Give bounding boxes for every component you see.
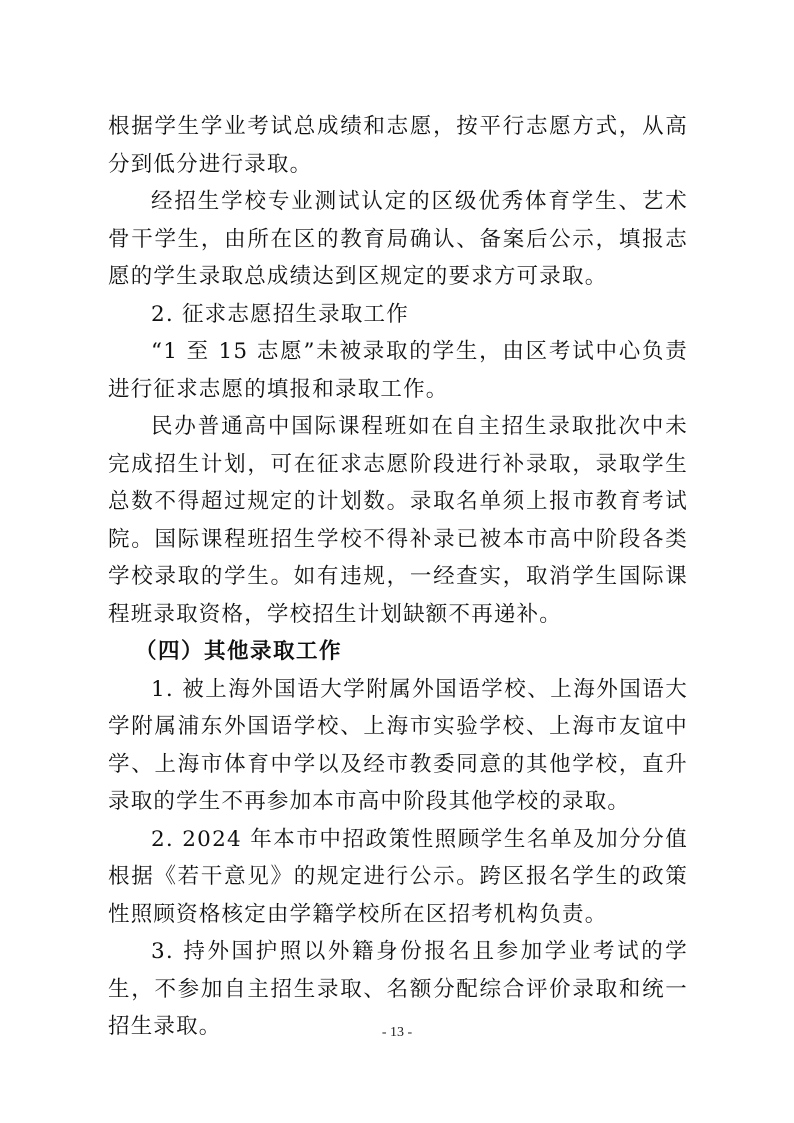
page-number: - 13 - [381, 1025, 413, 1040]
list-item-policy-care: 2. 2024 年本市中招政策性照顾学生名单及加分分值根据《若干意见》的规定进行公示。跨区报名学生的政策性照顾资格核定由学籍学校所在区招考机构负责。 [108, 826, 688, 927]
paragraph-international-class: 民办普通高中国际课程班如在自主招生录取批次中未完成招生计划，可在征求志愿阶段进行补录取，录取学生总数不得超过规定的计划数。录取名单须上报市教育考试院。国际课程班招生学校不得补录已被本市高中阶段各类学校录取的学生。如有违规，一经查实，取消学生国际课程班录取资格，学校招生计划缺额不再递补。 [108, 414, 688, 627]
subheading-supplementary-admission: 2. 征求志愿招生录取工作 [151, 301, 409, 327]
paragraph-sports-arts-students: 经招生学校专业测试认定的区级优秀体育学生、艺术骨干学生，由所在区的教育局确认、备案后公示，填报志愿的学生录取总成绩达到区规定的要求方可录取。 [108, 189, 688, 289]
list-item-direct-admission: 1. 被上海外国语大学附属外国语学校、上海外国语大学附属浦东外国语学校、上海市实验学校、上海市友谊中学、上海市体育中学以及经市教委同意的其他学校，直升录取的学生不再参加本市高中阶段其他学校的录取。 [108, 676, 688, 814]
list-item-foreign-passport: 3. 持外国护照以外籍身份报名且参加学业考试的学生，不参加自主招生录取、名额分配综合评价录取和统一招生录取。 [108, 939, 688, 1039]
paragraph-supplementary-filling: “1 至 15 志愿”未被录取的学生，由区考试中心负责进行征求志愿的填报和录取工作。 [108, 339, 688, 402]
section-heading-other-admission: （四）其他录取工作 [135, 639, 343, 664]
body-text [108, 108, 688, 1046]
paragraph-admission-method: 根据学生学业考试总成绩和志愿，按平行志愿方式，从高分到低分进行录取。 [108, 114, 688, 177]
